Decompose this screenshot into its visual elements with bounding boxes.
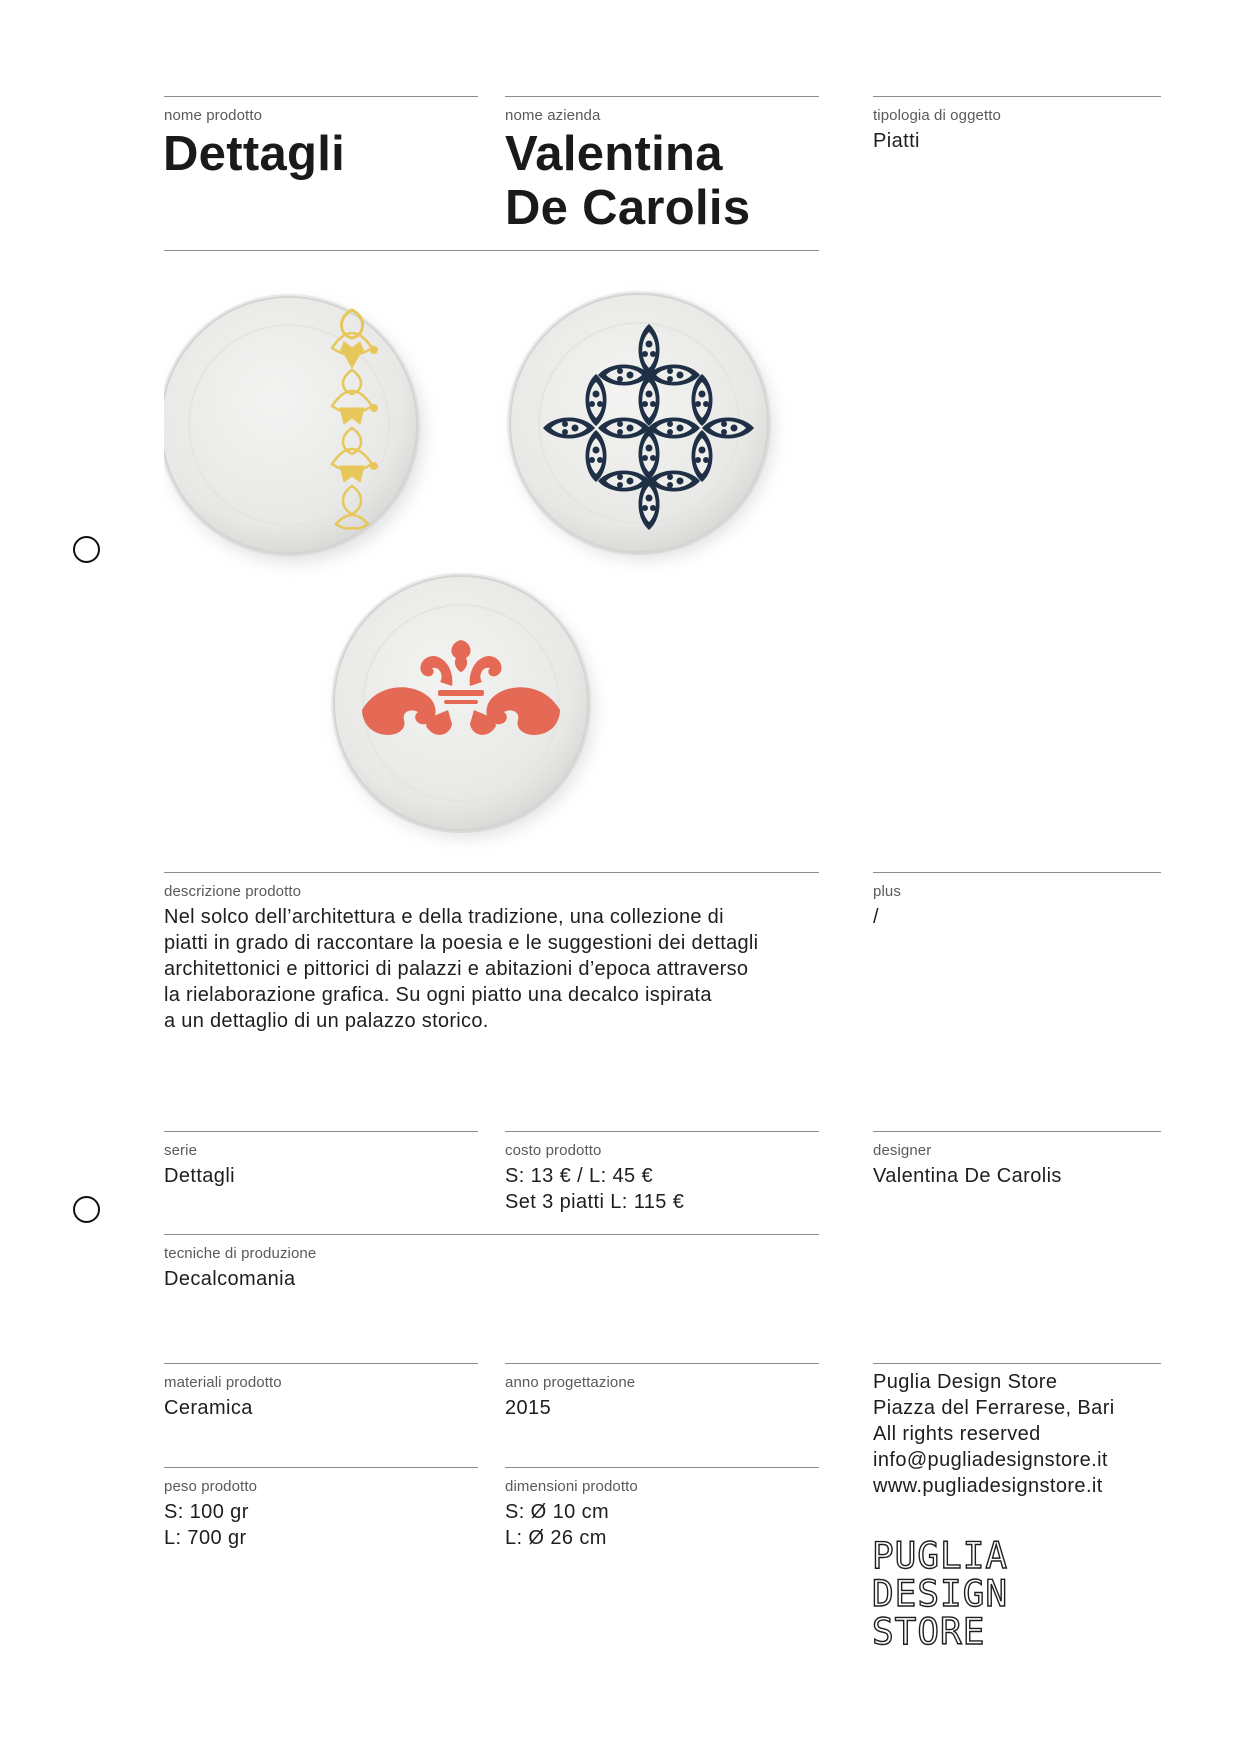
weight-label: peso prodotto [164, 1478, 258, 1495]
dimensions-line2: L: Ø 26 cm [505, 1527, 607, 1549]
rule-header-col2 [505, 96, 819, 97]
binder-hole-bottom [73, 1196, 100, 1223]
description-text [164, 904, 824, 1034]
rule-header-col3 [873, 96, 1161, 97]
cost-value [505, 1163, 684, 1215]
dimensions-value [505, 1499, 609, 1551]
coral-plate [331, 573, 592, 836]
rule-description [164, 872, 819, 873]
materials-label: materiali prodotto [164, 1374, 282, 1391]
plus-value: / [873, 906, 879, 928]
type-label: tipologia di oggetto [873, 107, 1001, 124]
rule-header-bottom [164, 250, 819, 251]
plus-label: plus [873, 883, 901, 900]
company-label: nome azienda [505, 107, 601, 124]
rule-designer [873, 1131, 1161, 1132]
rule-plus [873, 872, 1161, 873]
rule-header-col1 [164, 96, 478, 97]
designer-label: designer [873, 1142, 932, 1159]
rule-weight [164, 1467, 478, 1468]
store-email[interactable]: info@pugliadesignstore.it [873, 1449, 1108, 1471]
store-address: Piazza del Ferrarese, Bari [873, 1397, 1115, 1419]
description-line: Nel solco dell’architettura e della tradizione, una collezione di [164, 906, 724, 928]
description-line: piatti in grado di raccontare la poesia e le suggestioni dei dettagli [164, 932, 759, 954]
weight-value [164, 1499, 249, 1551]
materials-value: Ceramica [164, 1397, 253, 1419]
company-name [505, 127, 750, 235]
weight-line2: L: 700 gr [164, 1527, 247, 1549]
navy-plate [507, 291, 772, 558]
product-name-label: nome prodotto [164, 107, 263, 124]
store-rights: All rights reserved [873, 1423, 1041, 1445]
binder-hole-top [73, 536, 100, 563]
store-name: Puglia Design Store [873, 1371, 1058, 1393]
company-name-line1: Valentina [505, 127, 723, 181]
logo-line2: DESIGN [872, 1573, 1009, 1616]
weight-line1: S: 100 gr [164, 1501, 249, 1523]
dimensions-label: dimensioni prodotto [505, 1478, 638, 1495]
description-line: architettonici e pittorici di palazzi e abitazioni d’epoca attraverso [164, 958, 749, 980]
description-label: descrizione prodotto [164, 883, 302, 900]
techniques-label: tecniche di produzione [164, 1245, 317, 1262]
logo-line1: PUGLIA [872, 1535, 1009, 1578]
description-line: a un dettaglio di un palazzo storico. [164, 1010, 489, 1032]
store-logo [872, 1535, 1009, 1654]
cost-line1: S: 13 € / L: 45 € [505, 1165, 654, 1187]
gold-plate [164, 294, 422, 561]
rule-cost [505, 1131, 819, 1132]
cost-label: costo prodotto [505, 1142, 602, 1159]
plates-image [164, 278, 824, 858]
rule-techniques [164, 1234, 819, 1235]
store-info [873, 1369, 1115, 1499]
techniques-value: Decalcomania [164, 1268, 296, 1290]
rule-materials [164, 1363, 478, 1364]
logo-line3: STORE [872, 1611, 986, 1654]
product-name: Dettagli [163, 127, 346, 181]
company-name-line2: De Carolis [505, 181, 751, 235]
rule-store [873, 1363, 1161, 1364]
rule-dimensions [505, 1467, 819, 1468]
series-value: Dettagli [164, 1165, 236, 1187]
cost-line2: Set 3 piatti L: 115 € [505, 1191, 685, 1213]
rule-series [164, 1131, 478, 1132]
type-value: Piatti [873, 130, 920, 152]
year-label: anno progettazione [505, 1374, 636, 1391]
series-label: serie [164, 1142, 198, 1159]
year-value: 2015 [505, 1397, 552, 1419]
rule-year [505, 1363, 819, 1364]
dimensions-line1: S: Ø 10 cm [505, 1501, 610, 1523]
store-website[interactable]: www.pugliadesignstore.it [873, 1475, 1103, 1497]
designer-value: Valentina De Carolis [873, 1165, 1062, 1187]
description-line: la rielaborazione grafica. Su ogni piatto una decalco ispirata [164, 984, 712, 1006]
